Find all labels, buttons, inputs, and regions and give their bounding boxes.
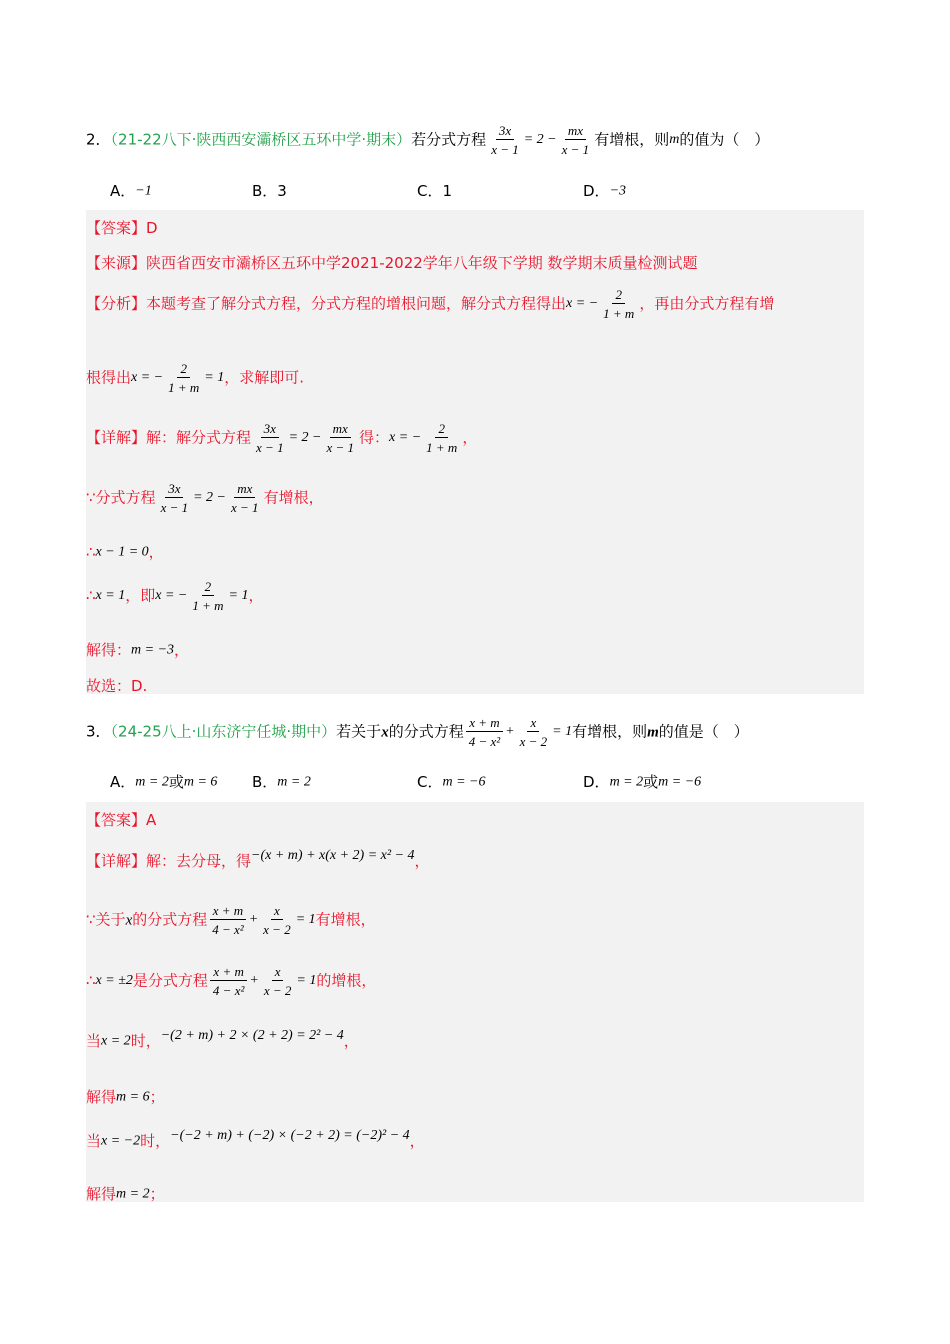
q3-therefore-symbol: ∴ [86,971,96,990]
q3-because-frac1-num: x + m [210,904,246,920]
q3-detail-comma: ， [414,852,430,870]
q2-analysis-text2: ，再由分式方程有增 [639,294,775,313]
q2-therefore-comma-2: ， [248,586,264,605]
q3-solve-line-1 [86,1086,165,1107]
q2-option-d-label: D． [583,182,610,200]
q3-option-d-or: 或 [643,773,659,791]
q2-detail-text1: 解：解分式方程 [146,428,252,447]
q2-analysis-line-1 [86,288,774,320]
q3-therefore-plus: + [249,973,259,988]
q3-x-eq-neg2: x = −2 [101,1133,141,1149]
q3-option-d-label: D． [583,773,610,791]
q2-detail-frac2 [323,422,357,454]
q3-therefore-eq1: = 1 [296,973,317,988]
q2-because-frac1-num: 3x [165,482,183,498]
q2-option-a [110,180,152,201]
q2-ji: ，即 [125,586,156,605]
q3-therefore-frac2 [261,965,295,997]
q3-expr1: −(x + m) + x(x + 2) = x² − 4 [251,847,415,863]
q3-plus: + [505,724,515,739]
q3-solve-line-2 [86,1183,165,1204]
q3-option-a [110,771,217,792]
q2-detail-frac1 [253,422,287,454]
q3-x-pm2: x = ±2 [95,973,133,988]
q2-analysis-x-eq: x = − [566,296,599,311]
q2-step-frac [189,580,226,612]
q2-detail-eq-mid: = 2 − [288,430,322,445]
q2-analysis-text4: ，求解即可. [224,368,305,387]
q2-frac2-den: x − 1 [561,142,590,157]
q2-m-eq-neg3: m = −3 [131,642,175,658]
q3-because-frac2-den: x − 2 [263,922,291,937]
q3-option-a-v2: m = 6 [183,774,218,790]
q2-because-text1: 分式方程 [95,488,156,507]
q2-var-m: m [669,132,680,147]
q2-analysis-text1: 本题考查了解分式方程，分式方程的增根问题，解分式方程得出 [146,294,567,313]
q2-stem-post: 的值为（ ） [679,130,770,149]
q3-frac2-num: x [527,716,539,732]
q2-frac2-num: mx [565,124,586,140]
q3-eq1: = 1 [552,724,573,739]
q2-solve-comma: ， [174,641,190,659]
q2-analysis-text3: 根得出 [86,368,132,387]
q3-option-b-label: B． [252,773,278,791]
q3-stem [86,716,749,748]
q2-because-frac1-den: x − 1 [160,500,189,515]
q3-answer-value: A [146,811,157,829]
q3-answer [86,809,156,830]
q3-stem-pre: 若关于 [336,722,382,741]
q2-because-eq-mid: = 2 − [193,490,227,505]
q2-detail-comma: ， [462,428,478,447]
q3-solve-label-2: 解得 [86,1185,117,1203]
q2-therefore-symbol-2: ∴ [86,586,96,605]
q2-detail-frac3-den: 1 + m [426,440,458,455]
q2-step-frac-num: 2 [202,580,215,596]
q3-because-eq1: = 1 [295,912,316,927]
q3-expr2: −(2 + m) + 2 × (2 + 2) = 2² − 4 [160,1027,344,1043]
q2-detail-frac3-num: 2 [435,422,448,438]
q3-var-m: m [647,724,659,741]
q3-expr3: −(−2 + m) + (−2) × (−2 + 2) = (−2)² − 4 [170,1127,410,1143]
q2-therefore-symbol-1: ∴ [86,543,96,561]
q3-option-c [417,771,486,792]
q2-fraction-1 [488,124,522,156]
q2-option-b-value: 3 [277,182,287,200]
q3-shi-1: 时， [130,1032,161,1050]
q3-because-plus: + [248,912,259,927]
q3-detail-text1: 解：去分母，得 [146,852,252,870]
q2-detail-frac1-num: 3x [261,422,279,438]
q3-frac1-num: x + m [466,716,502,732]
q3-x-eq-2: x = 2 [101,1033,131,1049]
q3-stem-mid1: 的分式方程 [388,722,464,741]
q2-analysis2-frac-den: 1 + m [168,380,200,395]
q3-option-a-or: 或 [168,773,184,791]
q3-therefore-line [86,965,376,997]
q3-option-d-v1: m = 2 [609,774,644,790]
q2-fraction-2 [559,124,593,156]
q3-solve-label-1: 解得 [86,1088,117,1106]
q2-step-frac-den: 1 + m [192,598,224,613]
q2-stem-pre: 若分式方程 [411,130,487,149]
q2-option-b [252,180,287,201]
q3-detail-tag: 【详解】 [86,852,147,870]
q3-frac1-den: 4 − x² [468,734,501,749]
q2-detail-line-1 [86,422,477,454]
q3-number: 3． [86,722,111,741]
q2-option-b-label: B． [252,182,278,200]
q2-option-a-label: A． [110,182,136,200]
q2-eq-mid: = 2 − [523,132,557,147]
q2-analysis-frac [600,288,637,320]
q2-analysis-tag: 【分析】 [86,294,147,313]
q3-answer-tag: 【答案】 [86,811,147,829]
q2-choose-line [86,675,147,696]
q2-detail-frac2-den: x − 1 [326,440,355,455]
q3-option-b [252,771,311,792]
q2-option-c-label: C． [417,182,443,200]
q3-because-text3: 有增根， [315,910,376,929]
q2-solve-line [86,639,189,660]
q2-solve-label: 解得： [86,641,132,659]
q2-source-text: 陕西省西安市灞桥区五环中学2021-2022学年八年级下学期 数学期末质量检测试题 [146,254,698,272]
q2-therefore-comma-1: ， [148,543,164,561]
q2-answer-tag: 【答案】 [86,219,147,237]
q3-option-a-label: A． [110,773,136,791]
q2-source-tag: （21-22八下·陕西西安灞桥区五环中学·期末） [110,130,412,149]
q2-answer-value: D [146,219,158,237]
q2-source [86,252,698,273]
q2-detail-text2: 得： [359,428,390,447]
q2-detail-frac3 [423,422,460,454]
q2-analysis-line-2 [86,362,304,394]
q3-because-symbol: ∵ [86,910,96,929]
q3-option-d [583,771,701,792]
q3-source-tag: （24-25八上·山东济宁任城·期中） [110,722,337,741]
q2-because-frac2-num: mx [234,482,255,498]
q2-frac1-den: x − 1 [491,142,519,157]
q3-shi-2: 时， [140,1132,171,1150]
q3-when-1: 当 [86,1032,102,1050]
q2-analysis-frac-num: 2 [612,288,625,304]
q2-option-a-value: −1 [135,183,152,199]
q2-answer [86,217,158,238]
q3-when-comma-1: ， [343,1032,359,1050]
q2-number: 2． [86,130,111,149]
q3-because-line [86,904,376,936]
q2-step-x-eq: x = − [155,588,188,603]
q2-analysis2-frac [165,362,202,394]
q3-var-x: x [381,724,389,741]
q3-option-a-v1: m = 2 [135,774,169,790]
q3-option-d-v2: m = −6 [658,774,702,790]
q2-because-symbol: ∵ [86,488,96,507]
q3-because-frac1-den: 4 − x² [212,922,244,937]
q2-because-frac2 [228,482,262,514]
q2-because-frac1 [158,482,192,514]
q3-option-c-v1: m = −6 [442,774,486,790]
q3-when-2: 当 [86,1132,102,1150]
q2-because-line [86,482,324,514]
q2-step-x1-0: x − 1 = 0 [95,544,149,560]
q3-therefore-frac1-den: 4 − x² [212,983,245,998]
q2-option-c-value: 1 [442,182,453,200]
q3-because-frac2-num: x [271,904,283,920]
q3-option-b-v1: m = 2 [277,774,311,790]
q3-semicolon-1: ； [149,1088,165,1106]
q2-option-c [417,180,452,201]
q2-detail-frac1-den: x − 1 [256,440,284,455]
q2-because-text2: 有增根， [263,488,324,507]
q3-m-eq-6: m = 6 [116,1089,150,1105]
q2-analysis-frac-den: 1 + m [603,306,635,321]
q3-because-x: x [125,912,133,929]
q2-frac1-num: 3x [496,124,514,140]
q3-fraction-1 [466,716,503,748]
q3-because-frac2 [260,904,294,936]
q3-when-2-line [86,1027,359,1051]
q2-analysis2-frac-num: 2 [177,362,190,378]
q2-therefore-line-2 [86,580,263,612]
q3-root-text: 的增根， [316,971,377,990]
q2-analysis2-x-eq: x = − [131,370,164,385]
q2-detail-tag: 【详解】 [86,428,147,447]
q2-option-d-value: −3 [609,183,627,199]
q3-is-text: 是分式方程 [132,971,208,990]
q3-detail-line-1 [86,847,430,871]
q3-when-neg2-line [86,1127,425,1151]
q3-frac2-den: x − 2 [519,734,548,749]
q3-therefore-frac1-num: x + m [210,965,246,981]
q2-detail-x-eq: x = − [389,430,422,445]
q2-choose-text: 故选：D. [86,677,148,695]
q3-semicolon-2: ； [149,1185,165,1203]
q2-option-d [583,180,626,201]
q3-m-eq-2: m = 2 [116,1186,150,1202]
q3-because-frac1 [209,904,246,936]
q2-source-label: 【来源】 [86,254,147,272]
q3-stem-post: 的值是（ ） [658,722,749,741]
q2-therefore-line-1 [86,541,164,562]
q3-when-comma-2: ， [409,1132,425,1150]
q3-because-text2: 的分式方程 [132,910,208,929]
q3-therefore-frac2-num: x [272,965,284,981]
q3-fraction-2 [517,716,551,748]
q2-because-frac2-den: x − 1 [231,500,259,515]
q3-stem-mid2: 有增根，则 [572,722,648,741]
q2-step-eq1: = 1 [228,588,249,603]
q3-therefore-frac1 [210,965,247,997]
q2-analysis2-eq1: = 1 [204,370,225,385]
q2-step-x-1: x = 1 [95,588,126,603]
q3-because-text1: 关于 [95,910,126,929]
q2-detail-frac2-num: mx [330,422,351,438]
q2-stem [86,124,769,156]
q3-option-c-label: C． [417,773,443,791]
q2-stem-mid: 有增根，则 [594,130,670,149]
q3-therefore-frac2-den: x − 2 [263,983,292,998]
